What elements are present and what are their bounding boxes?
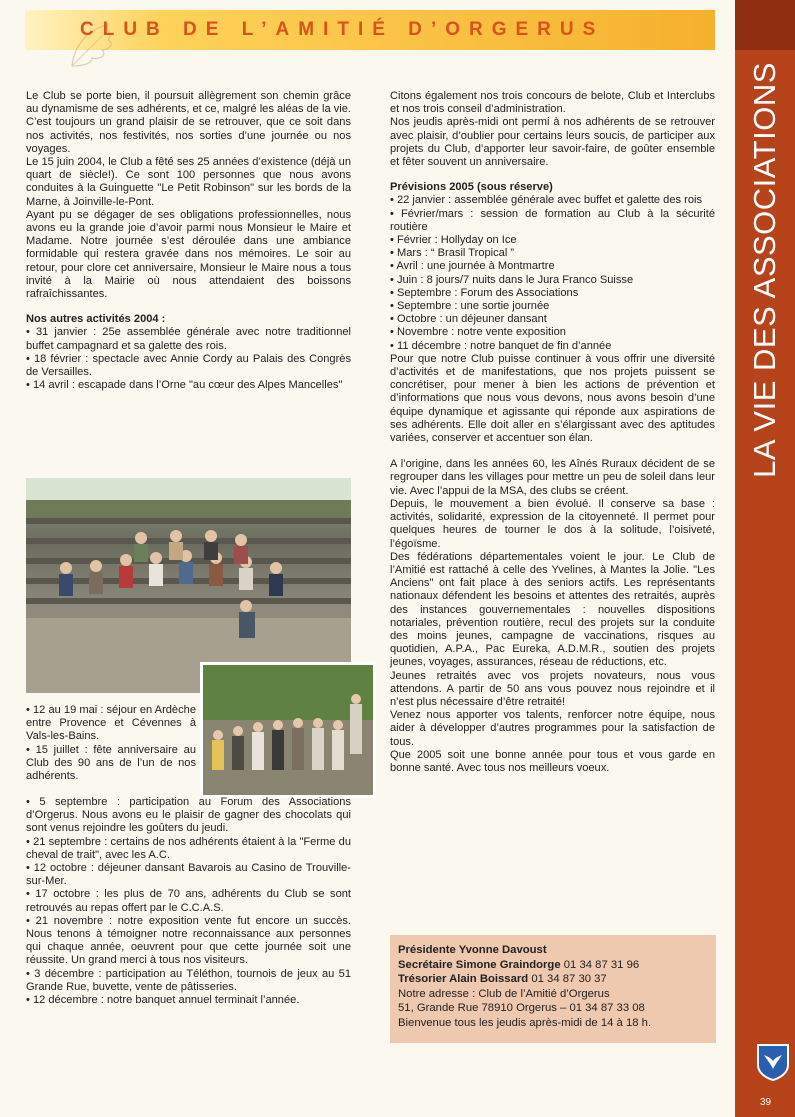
- list-item: • 12 octobre : déjeuner dansant Bavarois au Casino de Trouville-sur-Mer.: [26, 862, 351, 888]
- paragraph: Depuis, le mouvement a bien évolué. Il conserve sa base : activités, solidarité, expression de la citoyenneté. Il permet pour quelques heures de tourner le dos à la solitude, l’oisiveté, l’égoïsme.: [390, 497, 715, 550]
- list-item: • 15 juillet : fête anniversaire au Club des 90 ans de l’un de nos adhérents.: [26, 744, 196, 784]
- paragraph: Venez nous apporter vos talents, renforcer notre équipe, nous aider à développer d’autres programmes pour la satisfaction de tous.: [390, 709, 715, 748]
- previsions-list: [390, 194, 715, 352]
- list-item: • 14 avril : escapade dans l’Orne "au cœur des Alpes Mancelles": [26, 379, 351, 392]
- paragraph: Citons également nos trois concours de belote, Club et Interclubs et nos trois conseil d’administration.: [390, 90, 715, 116]
- president-name: Présidente Yvonne Davoust: [398, 944, 547, 956]
- list-item: • Septembre : Forum des Associations: [390, 287, 715, 300]
- list-item: • 3 décembre : participation au Téléthon, tournois de jeux au 51 Grande Rue, buvette, vente de pâtisseries.: [26, 968, 351, 994]
- town-crest-icon: [756, 1043, 790, 1081]
- paragraph: Le 15 juin 2004, le Club a fêté ses 25 années d’existence (déjà un quart de siècle!). Ce sont 100 personnes que nous avons conduites à la Guinguette "Le Petit Robinson" sur les bords de la Marne, à Joinville-le-Pont.: [26, 156, 351, 208]
- section-sidebar: [735, 0, 795, 1117]
- list-item: • 12 au 19 mai : séjour en Ardèche entre Provence et Cévennes à Vals-les-Bains.: [26, 704, 196, 744]
- list-item: • Juin : 8 jours/7 nuits dans le Jura Franco Suisse: [390, 274, 715, 287]
- list-item: • Septembre : une sortie journée: [390, 300, 715, 313]
- section-title: LA VIE DES ASSOCIATIONS: [747, 62, 782, 478]
- left-column-beside-photo: [26, 704, 196, 783]
- secretary-phone: 01 34 87 31 96: [563, 958, 640, 971]
- paragraph: Le Club se porte bien, il poursuit allègrement son chemin grâce au dynamisme de ses adhérents, et ce, malgré les aléas de la vie.: [26, 90, 351, 116]
- list-item: • Février : Hollyday on Ice: [390, 234, 715, 247]
- list-item: • 18 février : spectacle avec Annie Cordy au Palais des Congrès de Versailles.: [26, 353, 351, 379]
- secretary-name: Secrétaire Simone Graindorge: [398, 958, 561, 971]
- left-column-lower: [26, 796, 351, 1007]
- activities-heading: Nos autres activités 2004 :: [26, 313, 166, 326]
- contact-info: [398, 943, 710, 1031]
- address-line: Notre adresse : Club de l’Amitié d’Orgerus: [398, 987, 610, 1000]
- list-item: • 31 janvier : 25e assemblée générale avec notre traditionnel buffet campagnard et sa galette des rois.: [26, 326, 351, 352]
- activities-list: [26, 326, 351, 392]
- paragraph: Ayant pu se dégager de ses obligations professionnelles, nous avons eu la grande joie d’avoir parmi nous Monsieur le Maire et Madame. Notre journée s’est déroulée dans une ambiance formidable qui restera gravée dans nos mémoires. Le soir au retour, pour clore cet anniversaire, Monsieur le Maire nous a tous invité à la Mairie où nous attendaient des boissons rafraîchissantes.: [26, 208, 351, 301]
- page-number: 39: [760, 1097, 772, 1108]
- treasurer-phone: 01 34 87 30 37: [531, 973, 607, 986]
- opening-hours: Bienvenue tous les jeudis après-midi de 14 à 18 h.: [398, 1016, 652, 1029]
- list-item: • 12 décembre : notre banquet annuel terminait l’année.: [26, 994, 351, 1007]
- list-item: • 11 décembre : notre banquet de fin d’année: [390, 340, 715, 353]
- paragraph: A l’origine, dans les années 60, les Aînés Ruraux décident de se regrouper dans les villages pour mettre un peu de soleil dans leur vie. Avec l’appui de la MSA, des clubs se créent.: [390, 458, 715, 497]
- address-line: 51, Grande Rue 78910 Orgerus – 01 34 87 33 08: [398, 1002, 645, 1015]
- list-item: • Novembre : notre vente exposition: [390, 326, 715, 339]
- group-photo-theatre: [26, 478, 351, 693]
- list-item: • 22 janvier : assemblée générale avec buffet et galette des rois: [390, 194, 715, 207]
- left-column: [26, 90, 351, 392]
- list-item: • Février/mars : session de formation au Club à la sécurité routière: [390, 208, 715, 234]
- paragraph: Nos jeudis après-midi ont permi à nos adhérents de se retrouver avec plaisir, d’oublier pour certains leurs soucis, de participer aux projets du Club, d’apporter leur savoir-faire, de goûter ensemble et fêter souvent un anniversaire.: [390, 116, 715, 169]
- previsions-heading: Prévisions 2005 (sous réserve): [390, 181, 553, 194]
- paragraph: C’est toujours un grand plaisir de se retrouver, que ce soit dans nos activités, nos festivités, nos sorties d’une journée ou nos voyages.: [26, 116, 351, 155]
- list-item: • Avril : une journée à Montmartre: [390, 260, 715, 273]
- activities-list: [26, 796, 351, 1007]
- list-item: • 21 septembre : certains de nos adhérents étaient à la "Ferme du cheval de trait", avec les A.C.: [26, 836, 351, 862]
- list-item: • Mars : “ Brasil Tropical ”: [390, 247, 715, 260]
- page-title: CLUB DE L’AMITIÉ D’ORGERUS: [80, 19, 605, 40]
- paragraph: Des fédérations départementales voient le jour. Le Club de l’Amitié est rattaché à celle des Yvelines, à Mantes la Jolie. "Les Anciens" ont fait place à des seniors actifs. Les représentants nationaux défendent les besoins et attentes des retraités, auprès des instances gouvernementales : nouvelles dispositions notariales, prévention routière, recul des projets sur la conduite des moins jeunes, campagne de vaccinations, risques au quotidien, A.P.A., Pac Eureka, A.D.M.R., soutien des projets jeunes, voyages, assurances, réseau de réductions, etc.: [390, 550, 715, 669]
- right-column: [390, 90, 715, 775]
- paragraph: Que 2005 soit une bonne année pour tous et vous garde en bonne santé. Avec tous nos meilleurs voeux.: [390, 748, 715, 774]
- list-item: • 17 octobre : les plus de 70 ans, adhérents du Club se sont retrouvés au repas offert par le C.C.A.S.: [26, 888, 351, 914]
- list-item: • 21 novembre : notre exposition vente fut encore un succès. Nous tenons à témoigner notre reconnaissance aux personnes qui chaque année, oeuvrent pour que cette journée soit une réussite. Un grand merci à tous nos visiteurs.: [26, 915, 351, 968]
- paragraph: Pour que notre Club puisse continuer à vous offrir une diversité d’activités et de manifestations, que nos projets puissent se concrétiser, pour mener à bien les actions de prévention et d’informations que nous vous devons, nous avons besoin d’une équipe dynamique et agissante qui réponde aux aspirations de ses adhérents. Elle doit aller en s’élargissant avec des aptitudes variées, conserver et accentuer son élan.: [390, 352, 715, 445]
- list-item: • 5 septembre : participation au Forum des Associations d’Orgerus. Nous avons eu le plaisir de gagner des chocolats qui sont venus rejoindre les goûters du jeudi.: [26, 796, 351, 836]
- group-photo-outdoor: [200, 662, 376, 798]
- treasurer-name: Trésorier Alain Boissard: [398, 973, 529, 986]
- paragraph: Jeunes retraités avec vos projets novateurs, nous vous attendons. A partir de 50 ans vous pouvez nous rejoindre et il n’est plus nécessaire d’être retraité!: [390, 669, 715, 708]
- activities-list: [26, 704, 196, 783]
- list-item: • Octobre : un déjeuner dansant: [390, 313, 715, 326]
